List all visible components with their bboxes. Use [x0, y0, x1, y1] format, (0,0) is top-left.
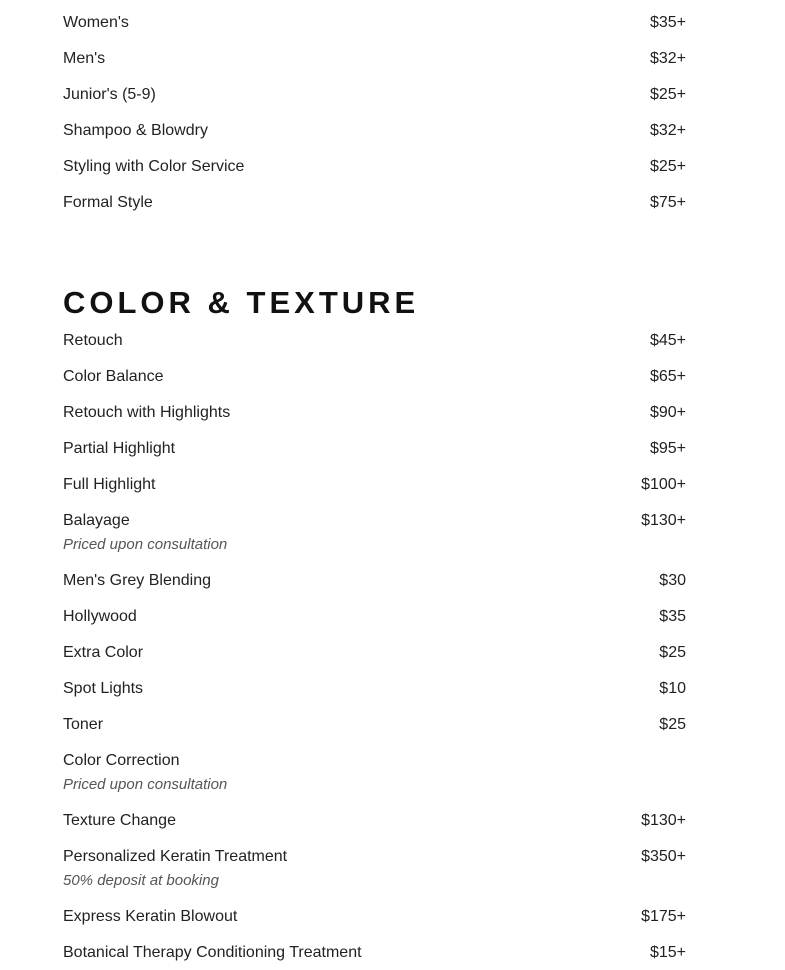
service-price: $350+ [641, 848, 686, 865]
service-price: $65+ [649, 368, 686, 385]
service-name: Color Balance [63, 368, 164, 385]
service-row [63, 193, 686, 229]
service-price: $35 [659, 608, 686, 625]
service-price: $175+ [641, 908, 686, 925]
service-row [63, 157, 686, 193]
service-name: Spot Lights [63, 680, 144, 697]
service-price: $15+ [649, 944, 686, 961]
service-row [63, 847, 686, 907]
service-price: $130+ [641, 812, 686, 829]
service-price: $25+ [649, 158, 686, 175]
service-name: Retouch with Highlights [63, 404, 231, 421]
service-price: $32+ [649, 50, 686, 67]
service-price: $10 [659, 680, 686, 697]
service-name: Full Highlight [63, 476, 156, 493]
service-name: Texture Change [63, 812, 176, 829]
service-row [63, 85, 686, 121]
section-heading: COLOR & TEXTURE [63, 285, 420, 320]
service-name: Formal Style [63, 194, 153, 211]
service-name: Junior's (5-9) [63, 86, 156, 103]
service-note: Priced upon consultation [63, 536, 228, 553]
service-name: Men's Grey Blending [63, 572, 212, 589]
service-row [63, 715, 686, 751]
service-note: 50% deposit at booking [63, 872, 219, 889]
service-row [63, 751, 686, 811]
service-name: Toner [63, 716, 104, 733]
service-name: Color Correction [63, 752, 180, 769]
service-price: $75+ [649, 194, 686, 211]
service-price: $25 [659, 644, 686, 661]
service-row [63, 679, 686, 715]
service-name: Men's [63, 50, 106, 67]
service-row [63, 475, 686, 511]
service-name: Partial Highlight [63, 440, 176, 457]
service-price: $32+ [649, 122, 686, 139]
service-menu [63, 13, 686, 970]
service-price: $130+ [641, 512, 686, 529]
service-row [63, 367, 686, 403]
service-price: $25+ [649, 86, 686, 103]
service-row [63, 811, 686, 847]
service-name: Shampoo & Blowdry [63, 122, 208, 139]
service-row [63, 49, 686, 85]
service-name: Hollywood [63, 608, 137, 625]
service-note: Priced upon consultation [63, 776, 228, 793]
service-price: $100+ [641, 476, 686, 493]
service-name: Styling with Color Service [63, 158, 245, 175]
service-row [63, 571, 686, 607]
service-price: $25 [659, 716, 686, 733]
service-name: Extra Color [63, 644, 144, 661]
color-texture-section [63, 283, 686, 970]
service-name: Balayage [63, 512, 130, 529]
service-name: Retouch [63, 332, 123, 349]
service-row [63, 943, 686, 970]
service-name: Women's [63, 14, 129, 31]
service-row [63, 121, 686, 157]
service-price: $30 [659, 572, 686, 589]
section-spacer [63, 229, 686, 283]
service-price: $90+ [649, 404, 686, 421]
service-row [63, 643, 686, 679]
service-row [63, 331, 686, 367]
styling-section [63, 13, 686, 229]
service-price: $45+ [649, 332, 686, 349]
service-row [63, 439, 686, 475]
service-name: Botanical Therapy Conditioning Treatment [63, 944, 362, 961]
service-name: Personalized Keratin Treatment [63, 848, 288, 865]
service-row [63, 13, 686, 49]
service-row [63, 907, 686, 943]
service-price: $35+ [649, 14, 686, 31]
service-row [63, 607, 686, 643]
service-name: Express Keratin Blowout [63, 908, 238, 925]
service-price: $95+ [649, 440, 686, 457]
service-row [63, 511, 686, 571]
service-row [63, 403, 686, 439]
